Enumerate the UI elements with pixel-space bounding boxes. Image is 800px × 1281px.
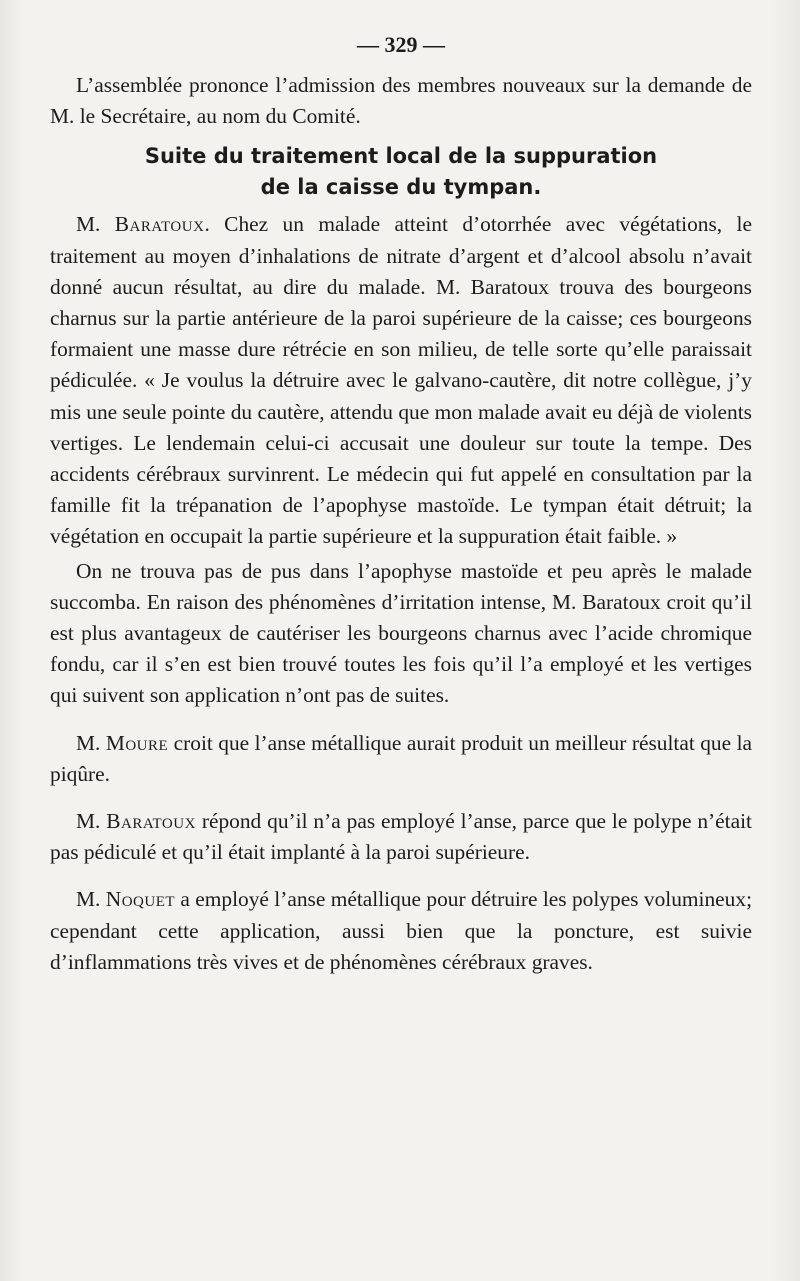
paragraph-lead: M. (76, 809, 107, 834)
section-heading-line-2: de la caisse du tympan. (260, 175, 542, 200)
paragraph-lead: M. (76, 730, 106, 755)
speaker-name: Baratoux (114, 212, 205, 237)
page-body (50, 70, 752, 978)
paragraph-text: a employé l’anse métallique pour détruire les polypes volumineux; cependant cette application, aussi bien que la poncture, est suivie d’inflammations très vives et de phénomènes cérébraux graves. (50, 887, 753, 974)
speaker-name: Noquet (105, 887, 176, 912)
paragraph-noquet (50, 884, 752, 978)
paragraph-baratoux-reply (50, 806, 752, 868)
paragraph-text: croit que l’anse métallique aurait produit un meilleur résultat que la piqûre. (50, 730, 753, 786)
speaker-name: Baratoux (106, 809, 196, 834)
paragraph-baratoux-case (50, 209, 752, 552)
paragraph-moure (50, 728, 752, 790)
paragraph-lead: M. (76, 887, 106, 912)
page-number: — 329 — (357, 32, 445, 57)
speaker-name: Moure (105, 730, 169, 755)
paragraph-lead: M. (76, 212, 115, 237)
paragraph-admission: L’assemblée prononce l’admission des membres nouveaux sur la demande de M. le Secrétaire, au nom du Comité. (50, 73, 752, 129)
paragraph-text: répond qu’il n’a pas employé l’anse, parce que le polype n’était pas pédiculé et qu’il était implanté à la paroi supérieure. (50, 809, 752, 865)
section-heading-line-1: Suite du traitement local de la suppuration (144, 144, 658, 169)
section-heading (50, 141, 752, 203)
paragraph-outcome: On ne trouva pas de pus dans l’apophyse mastoïde et peu après le malade succomba. En raison des phénomènes d’irritation intense, M. Baratoux croit qu’il est plus avantageux de cautériser les bourgeons charnus avec l’acide chromique fondu, car il s’en est bien trouvé toutes les fois qu’il l’a employé et les vertiges qui suivent son application n’ont pas de suites. (50, 558, 752, 708)
paragraph-text: . Chez un malade atteint d’otorrhée avec végétations, le traitement au moyen d’inhalations de nitrate d’argent et d’alcool absolu n’avait donné aucun résultat, au dire du malade. M. Baratoux trouva des bourgeons charnus sur la partie antérieure de la paroi supérieure de la caisse; ces bourgeons formaient une masse dure rétrécie en son milieu, de telle sorte qu’elle paraissait pédiculée. « Je voulus la détruire avec le galvano-cautère, dit notre collègue, j’y mis une seule pointe du cautère, attendu que mon malade avait eu déjà de violents vertiges. Le lendemain celui-ci accusait une douleur sur toute la tempe. Des accidents cérébraux survinrent. Le médecin qui fut appelé en consultation par la famille fit la trépanation de l’apophyse mastoïde. Le tympan était détruit; la végétation en occupait la partie supérieure et la suppuration était faible. » (50, 212, 752, 549)
